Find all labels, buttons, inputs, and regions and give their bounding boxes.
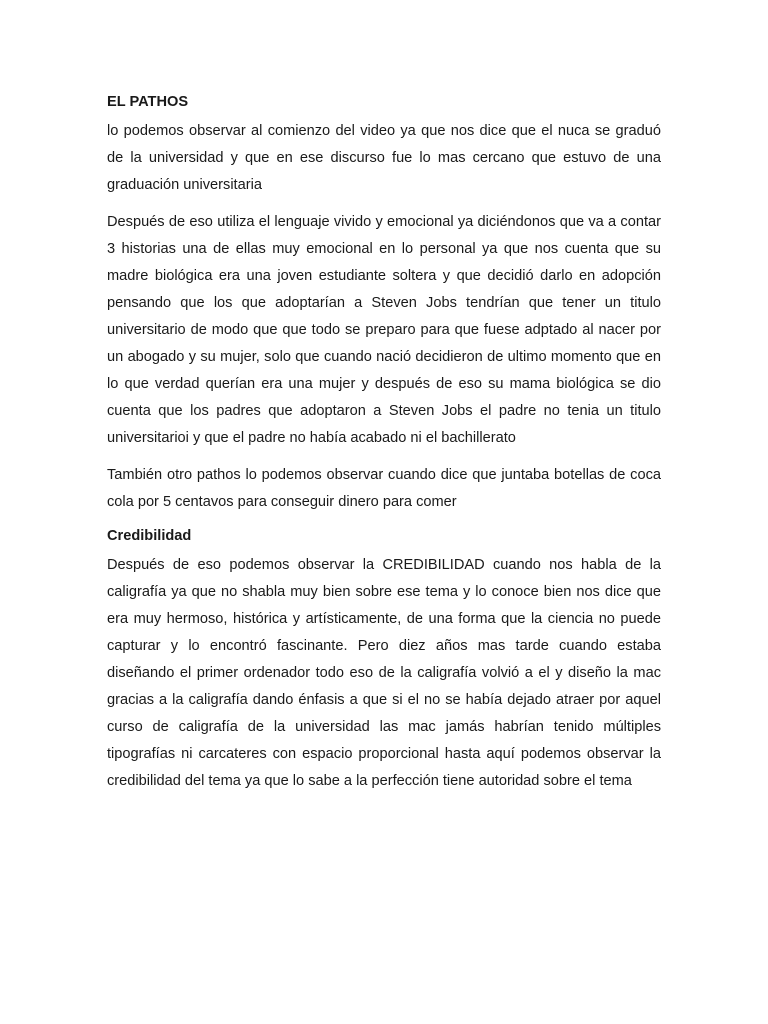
document-body bbox=[107, 90, 661, 805]
section-heading-pathos: EL PATHOS bbox=[107, 94, 189, 110]
paragraph-credibilidad: Después de eso podemos observar la CREDIBILIDAD cuando nos habla de la caligrafía ya que no shabla muy bien sobre ese tema y lo conoce bien nos dice que era muy hermoso, histórica y artísticamente, de una forma que la ciencia no puede capturar y lo encontró fascinante. Pero diez años mas tarde cuando estaba diseñando el primer ordenador todo eso de la caligrafía volvió a el y diseño la mac gracias a la caligrafía dando énfasis a que si el no se había dejado atraer por aquel curso de caligrafía de la universidad las mac jamás habrían tenido múltiples tipografías ni carcateres con espacio proporcional hasta aquí podemos observar la credibilidad del tema ya que lo sabe a la perfección tiene autoridad sobre el tema bbox=[107, 557, 661, 789]
paragraph-pathos-adoption: Después de eso utiliza el lenguaje vivido y emocional ya diciéndonos que va a contar 3 historias una de ellas muy emocional en lo personal ya que nos cuenta que su madre biológica era una joven estudiante soltera y que decidió darlo en adopción pensando que los que adoptarían a Steven Jobs tendrían que tener un titulo universitario de modo que que todo se preparo para que fuese adptado al nacer por un abogado y su mujer, solo que cuando nació decidieron de ultimo momento que en lo que verdad querían era una mujer y después de eso su mama biológica se dio cuenta que los padres que adoptaron a Steven Jobs el padre no tenia un titulo universitarioi y que el padre no había acabado ni el bachillerato bbox=[107, 214, 661, 446]
paragraph-pathos-bottles: También otro pathos lo podemos observar cuando dice que juntaba botellas de coca cola por 5 centavos para conseguir dinero para comer bbox=[107, 467, 661, 510]
section-heading-credibilidad: Credibilidad bbox=[107, 528, 192, 544]
paragraph-pathos-intro: lo podemos observar al comienzo del video ya que nos dice que el nuca se graduó de la universidad y que en ese discurso fue lo mas cercano que estuvo de una graduación universitaria bbox=[107, 123, 661, 193]
